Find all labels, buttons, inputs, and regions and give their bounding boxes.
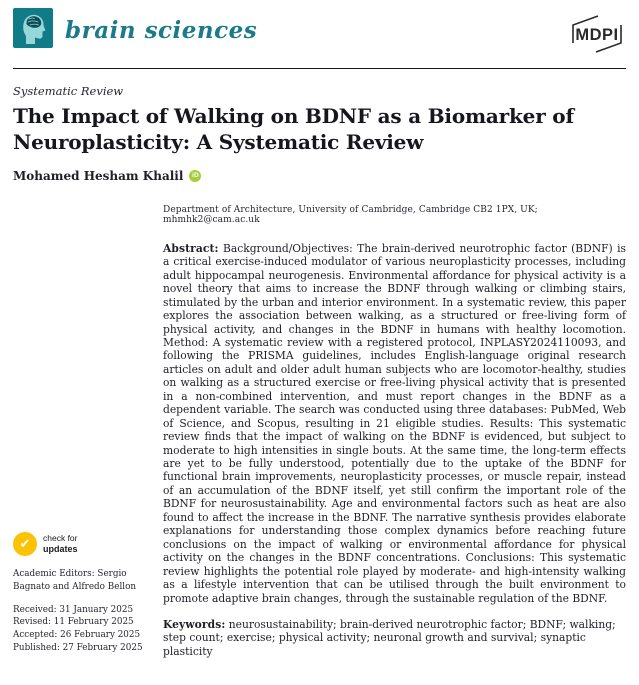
article-body	[13, 205, 626, 657]
academic-editors: Academic Editors: Sergio Bagnato and Alfredo Bellon	[13, 569, 137, 593]
check-for-updates-badge[interactable]	[13, 532, 97, 556]
journal-brand	[13, 8, 257, 48]
check-for-updates-label	[43, 534, 78, 554]
mdpi-logo	[568, 14, 626, 58]
article-type-label: Systematic Review	[13, 84, 124, 98]
journal-header	[13, 8, 626, 58]
author-name: Mohamed Hesham Khalil	[13, 168, 184, 183]
published-date: Published: 27 February 2025	[13, 642, 143, 653]
abstract-label: Abstract:	[163, 241, 219, 255]
header-divider	[13, 68, 626, 69]
left-margin-column	[13, 205, 163, 657]
brain-sciences-logo-icon	[13, 8, 53, 48]
orcid-icon[interactable]: iD	[189, 170, 201, 182]
author-row	[13, 169, 626, 183]
check-icon: ✔	[13, 532, 37, 556]
main-column	[163, 205, 626, 657]
article-title: The Impact of Walking on BDNF as a Biomarker of Neuroplasticity: A Systematic Review	[13, 104, 574, 155]
keywords-text: neurosustainability; brain-derived neurotrophic factor; BDNF; walking; step count; exercise; physical activity; neuronal growth and survival; synaptic plasticity	[163, 618, 616, 658]
received-date: Received: 31 January 2025	[13, 604, 134, 615]
check-for-updates-line1: check for	[43, 533, 78, 544]
keywords-label: Keywords:	[163, 618, 226, 632]
article-history-dates	[13, 604, 151, 655]
revised-date: Revised: 11 February 2025	[13, 617, 134, 628]
svg-text:MDPI: MDPI	[575, 26, 619, 44]
keywords-paragraph	[163, 618, 626, 658]
journal-title: brain sciences	[65, 16, 258, 44]
check-for-updates-line2: updates	[43, 543, 78, 554]
author-affiliation: Department of Architecture, University of Cambridge, Cambridge CB2 1PX, UK; mhmhk2@cam.ac.uk	[163, 204, 538, 225]
abstract-paragraph	[163, 242, 626, 605]
abstract-text: Background/Objectives: The brain-derived neurotrophic factor (BDNF) is a critical exercise-induced modulator of various neuroplasticity processes, including adult hippocampal neurogenesis. Environmental affordance for physical activity is a novel theory that aims to increase the BDNF through walking or climbing stairs, stimulated by the urban and interior environment. In a systematic review, this paper explores the association between walking, as a structured or free-living form of physical activity, and changes in the BDNF in humans with healthy locomotion. Method: A systematic review with a registered protocol, INPLASY2024110093, and following the PRISMA guidelines, includes English-language original research articles on adult and older adult human subjects who are locomotor-healthy, studies on walking as a structured exercise or free-living physical activity that is presented in a non-combined intervention, and must report changes in the BDNF as a dependent variable. The search was conducted using three databases: PubMed, Web of Science, and Scopus, resulting in 21 eligible studies. Results: This systematic review finds that the impact of walking on the BDNF is evidenced, but subject to moderate to high intensities in single bouts. At the same time, the long-term effects are yet to be fully understood, potentially due to the uptake of the BDNF for functional brain improvements, neuroplasticity processes, or muscle repair, instead of an accumulation of the BDNF itself, yet still confirm the important role of the BDNF for neurosustainability. Age and environmental factors such as heat are also found to affect the increase in the BDNF. The narrative synthesis provides elaborate explanations for understanding those complex dynamics before reaching future conclusions on the impact of walking or environmental affordance for physical activity on the changes in the BDNF concentrations. Conclusions: This systematic review highlights the potential role played by moderate- and high-intensity walking as a lifestyle intervention that can be utilised through the built environment to promote adaptive brain changes, through the sustainable regulation of the BDNF.	[163, 241, 626, 605]
accepted-date: Accepted: 26 February 2025	[13, 630, 141, 641]
